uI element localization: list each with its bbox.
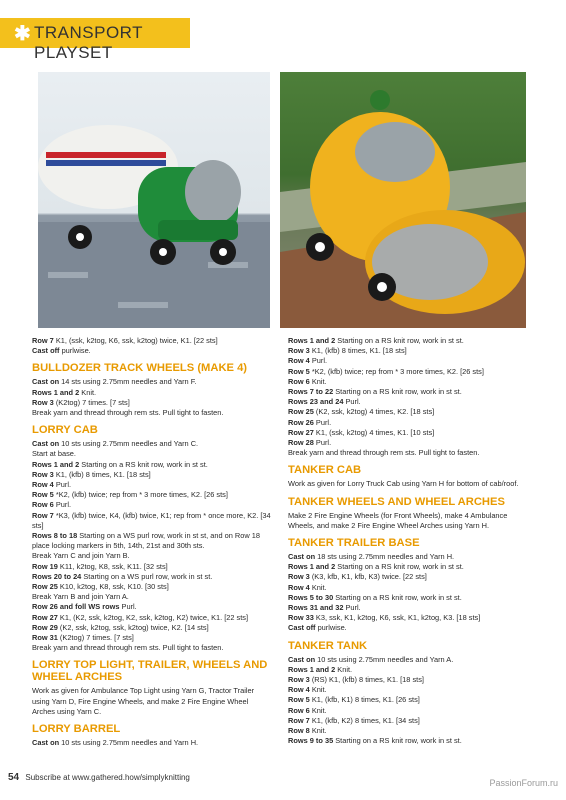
pattern-column-left bbox=[32, 336, 272, 748]
instruction-text: Knit. bbox=[309, 685, 327, 695]
instruction-text: K1, (kfb) 8 times, K1. [18 sts] bbox=[53, 469, 151, 479]
instruction-line bbox=[32, 377, 272, 387]
instruction-text: (K2, ssk, k2tog, ssk, k2tog) twice, K2. [14 sts] bbox=[57, 622, 209, 632]
tanker-photo bbox=[280, 72, 526, 328]
instruction-label: Row 3 bbox=[32, 469, 54, 479]
instruction-line bbox=[32, 346, 272, 356]
instruction-text: Knit. bbox=[309, 705, 327, 715]
instruction-line bbox=[288, 583, 528, 593]
instruction-label: Cast off bbox=[32, 346, 60, 356]
instruction-label: Rows 31 and 32 bbox=[288, 603, 344, 613]
instruction-label: Cast on bbox=[288, 654, 316, 664]
instruction-label: Cast on bbox=[32, 377, 60, 387]
instruction-text: Purl. bbox=[119, 602, 137, 612]
instruction-label: Row 3 bbox=[288, 346, 310, 356]
instruction-text: *K2, (kfb) twice; rep from * 3 more times, K2. [26 sts] bbox=[309, 366, 484, 376]
instruction-label: Row 6 bbox=[288, 705, 310, 715]
instruction-text: Knit. bbox=[79, 387, 97, 397]
instruction-line bbox=[32, 388, 272, 398]
instruction-label: Row 19 bbox=[32, 561, 58, 571]
section-heading: BULLDOZER TRACK WHEELS (MAKE 4) bbox=[32, 362, 248, 375]
instruction-text: Break Yarn B and join Yarn A. bbox=[32, 592, 129, 602]
instruction-text: (K2tog) 7 times. [7 sts] bbox=[57, 633, 134, 643]
instruction-line bbox=[288, 418, 528, 428]
instruction-text: Work as given for Lorry Truck Cab using Yarn H for bottom of cab/roof. bbox=[288, 479, 519, 489]
instruction-text: Knit. bbox=[309, 376, 327, 386]
instruction-line bbox=[288, 346, 528, 356]
instruction-label: Row 28 bbox=[288, 438, 314, 448]
instruction-line bbox=[288, 367, 528, 377]
instruction-line bbox=[288, 438, 528, 448]
instruction-line bbox=[288, 428, 528, 438]
instruction-text: (K3, kfb, K1, kfb, K3) twice. [22 sts] bbox=[309, 572, 427, 582]
instruction-text: (K2tog) 7 times. [7 sts] bbox=[53, 397, 130, 407]
instruction-label: Row 4 bbox=[288, 685, 310, 695]
instruction-text: *K2, (kfb) twice; rep from * 3 more times, K2. [26 sts] bbox=[53, 490, 228, 500]
instruction-label: Row 26 bbox=[288, 417, 314, 427]
instruction-line bbox=[288, 407, 528, 417]
section-heading: TANKER TRAILER BASE bbox=[288, 537, 420, 550]
instruction-label: Cast on bbox=[288, 552, 316, 562]
instruction-text: K10, k2tog, K8, ssk, K10. [30 sts] bbox=[57, 582, 169, 592]
instruction-line bbox=[288, 387, 528, 397]
instruction-text: Start at base. bbox=[32, 449, 76, 459]
instruction-label: Row 27 bbox=[32, 612, 58, 622]
instruction-label: Rows 1 and 2 bbox=[288, 562, 336, 572]
instruction-line bbox=[288, 726, 528, 736]
instruction-text: Break Yarn C and join Yarn B. bbox=[32, 551, 130, 561]
section-heading: TANKER WHEELS AND WHEEL ARCHES bbox=[288, 495, 505, 508]
instruction-line bbox=[32, 480, 272, 490]
instruction-label: Row 3 bbox=[32, 397, 54, 407]
instruction-text: K11, k2tog, K8, ssk, K11. [32 sts] bbox=[57, 561, 168, 571]
instruction-line bbox=[32, 398, 272, 408]
instruction-line bbox=[288, 562, 528, 572]
instruction-line bbox=[32, 500, 272, 510]
instruction-line bbox=[288, 356, 528, 366]
instruction-text: K3, ssk, K1, k2tog, K6, ssk, K1, k2tog, K3. [18 sts] bbox=[313, 613, 481, 623]
watermark: PassionForum.ru bbox=[489, 778, 558, 788]
instruction-label: Row 5 bbox=[288, 695, 310, 705]
instruction-line bbox=[32, 470, 272, 480]
instruction-text: Work as given for Ambulance Top Light using Yarn G, Tractor Trailer using Yarn D, Fire Engine Wheels, and make 2 Fire Engine Wheel Arches using Yarn C. bbox=[32, 686, 255, 716]
instruction-label: Rows 1 and 2 bbox=[288, 336, 336, 345]
instruction-text: K1, (K2, ssk, k2tog, K2, ssk, k2tog, K2) twice, K1. [22 sts] bbox=[57, 612, 249, 622]
instruction-label: Row 27 bbox=[288, 427, 314, 437]
instruction-label: Row 7 bbox=[32, 510, 54, 520]
instruction-label: Row 8 bbox=[288, 726, 310, 736]
instruction-label: Row 25 bbox=[32, 582, 58, 592]
instruction-line bbox=[288, 397, 528, 407]
instruction-line bbox=[288, 479, 528, 489]
section-heading: TANKER CAB bbox=[288, 464, 362, 477]
instruction-text: 10 sts using 2.75mm needles and Yarn A. bbox=[315, 654, 454, 664]
instruction-text: Starting on a RS knit row, work in st st. bbox=[335, 562, 464, 572]
instruction-line bbox=[288, 685, 528, 695]
instruction-text: Starting on a RS knit row, work in st st. bbox=[333, 387, 462, 397]
instruction-text: Starting on a RS knit row, work in st st. bbox=[333, 736, 462, 746]
instruction-line bbox=[288, 448, 528, 458]
instruction-text: K1, (kfb, K2) 8 times, K1. [34 sts] bbox=[309, 715, 420, 725]
instruction-label: Row 4 bbox=[32, 480, 54, 490]
instruction-line bbox=[288, 665, 528, 675]
instruction-label: Cast on bbox=[32, 439, 60, 449]
instruction-line bbox=[32, 623, 272, 633]
instruction-line bbox=[32, 562, 272, 572]
instruction-text: Break yarn and thread through rem sts. Pull tight to fasten. bbox=[32, 643, 224, 653]
instruction-text: Purl. bbox=[53, 500, 72, 510]
instruction-label: Rows 1 and 2 bbox=[288, 664, 336, 674]
page-number: 54 bbox=[8, 772, 20, 783]
instruction-text: K1, (ssk, k2tog, K6, ssk, k2tog) twice, K1. [22 sts] bbox=[53, 336, 218, 345]
section-heading: TANKER TANK bbox=[288, 639, 368, 652]
instruction-label: Row 6 bbox=[288, 376, 310, 386]
instruction-text: Purl. bbox=[343, 397, 361, 407]
instruction-text: Knit. bbox=[309, 726, 327, 736]
instruction-line bbox=[32, 738, 272, 748]
instruction-text: Knit. bbox=[335, 664, 353, 674]
instruction-line bbox=[32, 336, 272, 346]
instruction-label: Row 3 bbox=[288, 675, 310, 685]
tanker-illustration bbox=[280, 72, 526, 328]
instruction-text: Purl. bbox=[53, 480, 72, 490]
instruction-text: Make 2 Fire Engine Wheels (for Front Wheels), make 4 Ambulance Wheels, and make 2 Fire Engine Wheel Arches using Yarn H. bbox=[288, 510, 508, 530]
instruction-text: *K3, (kfb) twice, K4, (kfb) twice, K1; rep from * once more, K2. [34 sts] bbox=[32, 510, 271, 530]
instruction-label: Row 31 bbox=[32, 633, 58, 643]
instruction-line bbox=[32, 633, 272, 643]
instruction-text: Starting on a WS purl row, work in st st. bbox=[81, 571, 213, 581]
instruction-text: purlwise. bbox=[315, 623, 347, 633]
instruction-label: Rows 9 to 35 bbox=[288, 736, 334, 746]
instruction-text: Starting on a RS knit row, work in st st. bbox=[79, 459, 208, 469]
instruction-line bbox=[32, 490, 272, 500]
instruction-text: 18 sts using 2.75mm needles and Yarn H. bbox=[315, 552, 455, 562]
instruction-line bbox=[288, 716, 528, 726]
instruction-line bbox=[32, 511, 272, 531]
instruction-line bbox=[32, 602, 272, 612]
instruction-line bbox=[32, 460, 272, 470]
instruction-text: Purl. bbox=[313, 438, 332, 448]
instruction-label: Row 29 bbox=[32, 622, 58, 632]
instruction-line bbox=[288, 572, 528, 582]
instruction-label: Rows 20 to 24 bbox=[32, 571, 82, 581]
instruction-text: K1, (kfb, K1) 8 times, K1. [26 sts] bbox=[309, 695, 420, 705]
instruction-label: Rows 7 to 22 bbox=[288, 387, 334, 397]
instruction-text: (RS) K1, (kfb) 8 times, K1. [18 sts] bbox=[309, 675, 424, 685]
instruction-line bbox=[288, 675, 528, 685]
instruction-line bbox=[32, 531, 272, 551]
instruction-line bbox=[288, 552, 528, 562]
instruction-text: Break yarn and thread through rem sts. Pull tight to fasten. bbox=[32, 408, 224, 418]
instruction-line bbox=[32, 613, 272, 623]
instruction-line bbox=[288, 706, 528, 716]
section-heading: LORRY CAB bbox=[32, 424, 98, 437]
instruction-text: 10 sts using 2.75mm needles and Yarn C. bbox=[59, 439, 199, 449]
instruction-label: Rows 5 to 30 bbox=[288, 592, 334, 602]
instruction-label: Row 33 bbox=[288, 613, 314, 623]
instruction-label: Row 6 bbox=[32, 500, 54, 510]
instruction-line bbox=[288, 613, 528, 623]
instruction-label: Row 4 bbox=[288, 356, 310, 366]
instruction-line bbox=[288, 695, 528, 705]
instruction-line bbox=[32, 582, 272, 592]
instruction-label: Row 7 bbox=[288, 715, 310, 725]
instruction-label: Row 4 bbox=[288, 582, 310, 592]
instruction-label: Cast off bbox=[288, 623, 316, 633]
instruction-label: Rows 1 and 2 bbox=[32, 387, 80, 397]
instruction-text: Purl. bbox=[343, 603, 361, 613]
instruction-line bbox=[32, 551, 272, 561]
instruction-line bbox=[288, 593, 528, 603]
instruction-line bbox=[32, 439, 272, 449]
instruction-label: Rows 23 and 24 bbox=[288, 397, 344, 407]
section-header bbox=[0, 18, 190, 62]
instruction-line bbox=[288, 603, 528, 613]
instruction-text: Starting on a RS knit row, work in st st. bbox=[333, 592, 462, 602]
instruction-text: Purl. bbox=[309, 356, 328, 366]
page-footer bbox=[8, 772, 190, 783]
instruction-line bbox=[288, 377, 528, 387]
instruction-label: Rows 1 and 2 bbox=[32, 459, 80, 469]
instruction-text: K1, (kfb) 8 times, K1. [18 sts] bbox=[309, 346, 407, 356]
instruction-line bbox=[32, 572, 272, 582]
instruction-label: Row 26 and foll WS rows bbox=[32, 602, 120, 612]
pattern-column-right bbox=[288, 336, 528, 747]
instruction-text: 14 sts using 2.75mm needles and Yarn F. bbox=[59, 377, 197, 387]
instruction-label: Row 5 bbox=[32, 490, 54, 500]
instruction-text: (K2, ssk, k2tog) 4 times, K2. [18 sts] bbox=[313, 407, 435, 417]
instruction-line bbox=[32, 449, 272, 459]
instruction-text: Starting on a RS knit row, work in st st. bbox=[335, 336, 464, 345]
instruction-label: Row 3 bbox=[288, 572, 310, 582]
asterisk-icon: ✱ bbox=[14, 23, 31, 45]
instruction-label: Rows 8 to 18 bbox=[32, 531, 78, 541]
instruction-line bbox=[32, 643, 272, 653]
instruction-line bbox=[288, 511, 528, 531]
instruction-text: purlwise. bbox=[59, 346, 91, 356]
instruction-text: K1, (ssk, k2tog) 4 times, K1. [10 sts] bbox=[313, 427, 435, 437]
instruction-label: Cast on bbox=[32, 738, 60, 748]
subscribe-text: Subscribe at www.gathered.how/simplyknitting bbox=[25, 773, 190, 782]
instruction-text: Starting on a WS purl row, work in st st, and on Row 18 place locking markers in 5th, 14th, 21st and 30th sts. bbox=[32, 531, 260, 551]
instruction-text: Purl. bbox=[313, 417, 332, 427]
instruction-line bbox=[32, 686, 272, 717]
instruction-line bbox=[32, 592, 272, 602]
section-heading: LORRY BARREL bbox=[32, 723, 121, 736]
instruction-line bbox=[288, 623, 528, 633]
instruction-label: Row 7 bbox=[32, 336, 54, 345]
instruction-line bbox=[288, 655, 528, 665]
instruction-line bbox=[288, 736, 528, 746]
instruction-label: Row 5 bbox=[288, 366, 310, 376]
instruction-line bbox=[288, 336, 528, 346]
instruction-label: Row 25 bbox=[288, 407, 314, 417]
section-title: TRANSPORT PLAYSET bbox=[34, 23, 143, 62]
instruction-text: Knit. bbox=[309, 582, 327, 592]
instruction-text: Break yarn and thread through rem sts. Pull tight to fasten. bbox=[288, 448, 480, 458]
section-heading: LORRY TOP LIGHT, TRAILER, WHEELS AND WHEEL ARCHES bbox=[32, 659, 268, 684]
instruction-text: 10 sts using 2.75mm needles and Yarn H. bbox=[59, 738, 199, 748]
instruction-line bbox=[32, 408, 272, 418]
lorry-illustration bbox=[38, 72, 270, 328]
lorry-photo bbox=[38, 72, 270, 328]
